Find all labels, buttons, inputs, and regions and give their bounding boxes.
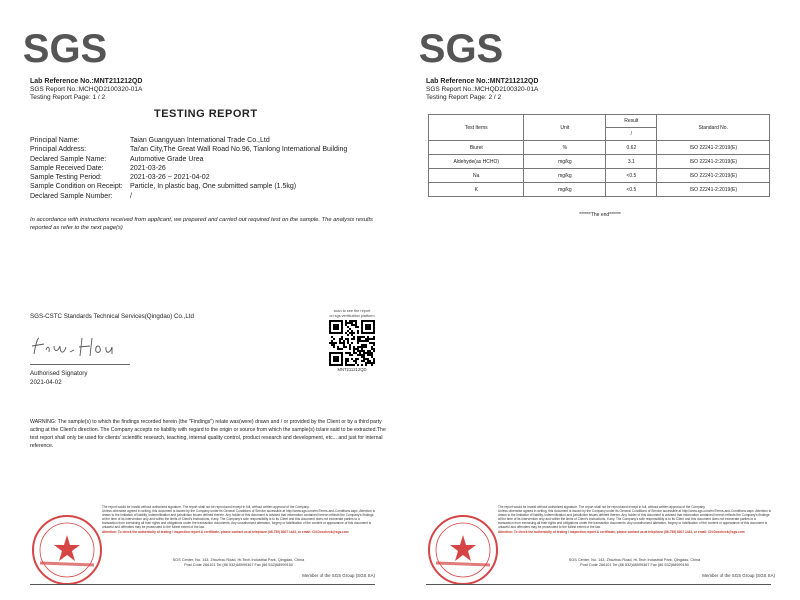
field-label: Principal Address: (30, 146, 87, 154)
col-header: Standard No. (657, 115, 770, 141)
fine-print (498, 505, 771, 534)
fine-line-3: Attention: To check the authenticity of testing / inspection report & certificate, please contact us at telephone (86-755) 8307 1443, or email: CN.Doccheck@sgs.com (102, 529, 349, 534)
cell: mg/kg (524, 183, 606, 197)
sgs-logo (418, 24, 504, 71)
footer-rule (30, 584, 375, 585)
address-block (498, 558, 771, 568)
result-sub-header: / (606, 128, 657, 141)
fine-line-2: Unless otherwise agreed in writing, this document is issued by the Company under its General Conditions of Service accessible at http://www.sgs.com/en/Terms-and-Conditions.aspx. Attention is drawn to the limitation of liability, indemnification and jurisdiction issues defined therein. Any holder of this document is advised that information contained hereon reflects the Company's findings at the time of its intervention only and within the limits of Client's instructions, if any. The Company's sole responsibility is to its Client and this document does not exonerate parties to a transaction from exercising all their rights and obligations under the transaction documents. Any unauthorized alteration, forgery or falsification of the content or appearance of this document is unlawful and offenders may be prosecuted to the fullest extent of the law. (498, 509, 772, 530)
field-label: Declared Sample Number: (30, 192, 113, 200)
table-header-row (429, 115, 770, 128)
field-value: Tai'an City,The Great Wall Road No.96, Tianlong International Building (130, 146, 348, 154)
cell: 3.1 (606, 155, 657, 169)
lab-name: SGS-CSTC Standards Technical Services(Qingdao) Co.,Ltd (30, 313, 194, 320)
signature-line (30, 364, 130, 365)
address: SGS Center, No. 143, Zhuzhou Road, Hi-Tech Industrial Park, Qingdao, China (172, 558, 305, 562)
sgs-logo-text: SGS (22, 27, 108, 71)
signature-image (30, 332, 120, 367)
report-title: TESTING REPORT (154, 108, 258, 120)
qr-caption-2: on sgs verification platform (329, 314, 375, 318)
cell: K (429, 183, 524, 197)
report-footer (426, 505, 771, 575)
sgs-logo-text: SGS (418, 27, 504, 71)
address-block (102, 558, 375, 568)
page-label: Testing Report Page: 1 / 2 (30, 94, 106, 101)
stamp-image (426, 513, 500, 587)
qr-block (327, 309, 377, 372)
report-header (426, 78, 538, 102)
field-label: Sample Testing Period: (30, 174, 102, 182)
field-row (30, 164, 347, 173)
cell: ISO 22241-2:2019(E) (657, 155, 770, 169)
cell: Aldehyde(as HCHO) (429, 155, 524, 169)
cell: % (524, 141, 606, 155)
signatory (30, 369, 87, 387)
warning-text: WARNING: The sample(s) to which the findings recorded herein (the "Findings") relate was(were) drawn and / or provided by the Client or by a third party acting at the Client's direction. The Company accepts no liability with regard to the origin or source from which the sample(s) is/are said to be extracted.The test report shall only be used for clients' scientific research, teaching, internal quality control, product research and development, etc... and just for internal reference. (30, 419, 386, 449)
cell: <0.5 (606, 169, 657, 183)
sgs-report-no: SGS Report No.:MCHQD2100320-01A (30, 86, 143, 93)
field-row (30, 182, 347, 191)
field-row (30, 173, 347, 182)
cell: mg/kg (524, 169, 606, 183)
cell: mg/kg (524, 155, 606, 169)
field-value: 2021-03-26 (130, 164, 166, 172)
field-label: Principal Name: (30, 137, 80, 144)
footer-rule (426, 584, 771, 585)
field-value: Automotive Grade Urea (130, 155, 204, 163)
cell: ISO 22241-2:2019(E) (657, 141, 770, 155)
table-row (429, 183, 770, 197)
cell: Biuret (429, 141, 524, 155)
fine-print (102, 505, 375, 534)
fine-line-1: The report would be invalid without authorized signature. The report shall not be reproduced except in full, without written approval of the Company. (102, 505, 310, 509)
field-row (30, 155, 347, 164)
table-row (429, 169, 770, 183)
field-value: / (130, 192, 132, 200)
field-row (30, 136, 347, 145)
signatory-date: 2021-04-02 (30, 379, 62, 386)
postcode: Post Code 266101 Tel (86 532)68999367 Fax (86 532)68999150 (184, 563, 293, 567)
col-header: Test Items (429, 115, 524, 141)
report-header (30, 78, 142, 102)
qr-code-text: MNT211212QD (337, 367, 367, 372)
table-row (429, 155, 770, 169)
page-label: Testing Report Page: 2 / 2 (426, 94, 502, 101)
table-row (429, 141, 770, 155)
col-header: Result (606, 115, 657, 128)
cell: Na (429, 169, 524, 183)
lab-reference: Lab Reference No.:MNT211212QD (426, 78, 539, 85)
field-label: Sample Condition on Receipt: (30, 183, 123, 191)
lab-reference: Lab Reference No.:MNT211212QD (30, 78, 143, 85)
report-footer (30, 505, 375, 575)
field-value: 2021-03-26 ~ 2021-04-02 (130, 174, 210, 182)
cell: ISO 22241-2:2019(E) (657, 169, 770, 183)
qr-code-image[interactable] (329, 320, 375, 366)
stamp-image (30, 513, 104, 587)
field-label: Declared Sample Name: (30, 155, 107, 163)
cell: 0.62 (606, 141, 657, 155)
sgs-logo (22, 24, 108, 71)
fine-line-2: Unless otherwise agreed in writing, this document is issued by the Company under its General Conditions of Service accessible at http://www.sgs.com/en/Terms-and-Conditions.aspx. Attention is drawn to the limitation of liability, indemnification and jurisdiction issues defined therein. Any holder of this document is advised that information contained hereon reflects the Company's findings at the time of its intervention only and within the limits of Client's instructions, if any. The Company's sole responsibility is to its Client and this document does not exonerate parties to a transaction from exercising all their rights and obligations under the transaction documents. Any unauthorized alteration, forgery or falsification of the content or appearance of this document is unlawful and offenders may be prosecuted to the fullest extent of the law. (102, 509, 376, 530)
postcode: Post Code 266101 Tel (86 532)68999367 Fax (86 532)68999150 (580, 563, 689, 567)
results-table (428, 114, 770, 197)
member-text: Member of the SGS Group (SGS SA) (302, 573, 375, 578)
sample-info (30, 136, 347, 201)
fine-line-3: Attention: To check the authenticity of testing / inspection report & certificate, please contact us at telephone (86-755) 8307 1443, or email: CN.Doccheck@sgs.com (498, 529, 745, 534)
field-value: Taian Guangyuan International Trade Co.,Ltd (130, 137, 270, 144)
fine-line-1: The report would be invalid without authorized signature. The report shall not be reproduced except in full, without written approval of the Company. (498, 505, 706, 509)
field-label: Sample Received Date: (30, 164, 104, 172)
field-row (30, 145, 347, 154)
col-header: Unit (524, 115, 606, 141)
intro-statement: In accordance with instructions received from applicant, we prepared and carried out required test on the sample. The analysis results reported as refer to the next page(s) (30, 217, 373, 231)
report-page-2 (400, 0, 800, 600)
field-row (30, 192, 347, 201)
cell: ISO 22241-2:2019(E) (657, 183, 770, 197)
end-marker: ******The end****** (579, 212, 621, 218)
qr-caption: scan to see the report (333, 309, 371, 313)
sgs-report-no: SGS Report No.:MCHQD2100320-01A (426, 86, 539, 93)
cell: <0.5 (606, 183, 657, 197)
address: SGS Center, No. 143, Zhuzhou Road, Hi-Tech Industrial Park, Qingdao, China (568, 558, 701, 562)
field-value: Particle, In plastic bag, One submitted sample (1.5kg) (130, 183, 297, 191)
member-text: Member of the SGS Group (SGS SA) (702, 573, 775, 578)
signatory-title: Authorised Signatory (30, 370, 88, 377)
